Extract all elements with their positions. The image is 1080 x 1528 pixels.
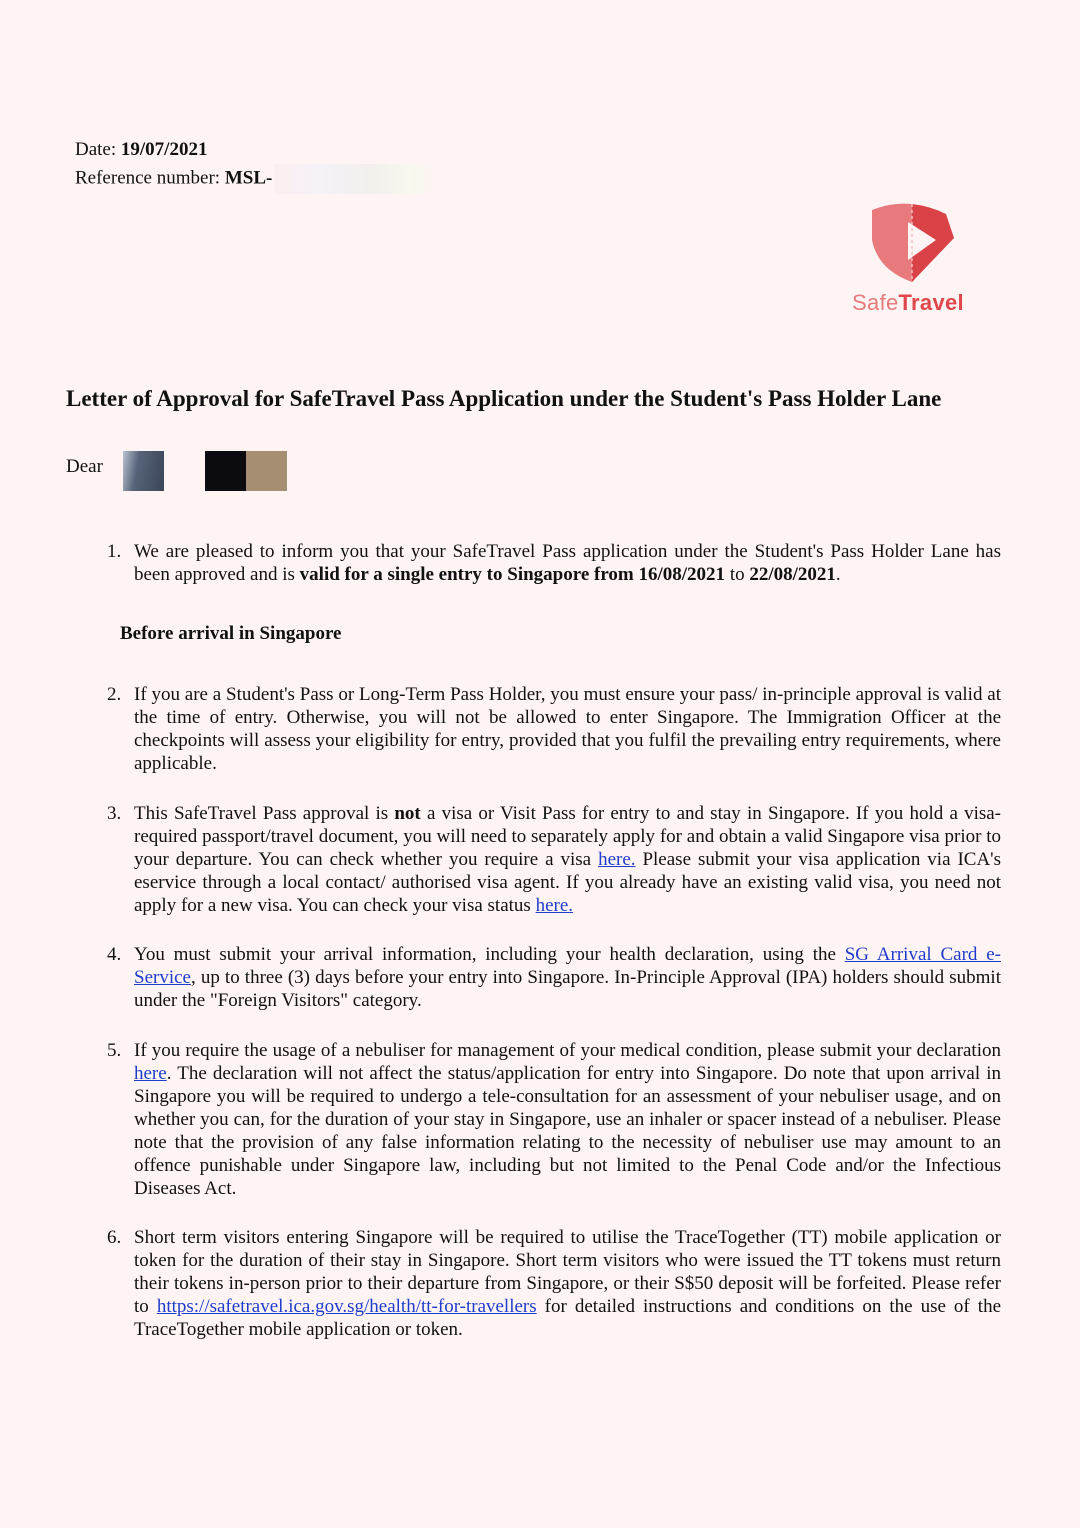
tracetogether-link[interactable]: https://safetravel.ica.gov.sg/health/tt-for-travellers [156,1296,537,1317]
paragraph-4 [107,943,1001,1012]
item-number: 4. [107,944,122,965]
text: If you require the usage of a nebuliser for management of your medical condition, please submit your declaration [134,1040,1001,1061]
redaction-block [246,451,287,491]
paragraph-3 [107,802,1001,917]
redaction-block [123,451,164,491]
text: for detailed instructions and conditions on the use of the TraceTogether mobile application or token. [134,1296,1001,1340]
logo-safe-text: Safe [852,290,899,315]
redaction-block [205,451,246,491]
paragraph-1 [107,540,1001,586]
logo-wordmark [848,290,968,316]
nebuliser-declaration-link[interactable]: here [134,1063,167,1084]
item-number: 5. [107,1040,122,1061]
text: You must submit your arrival information, including your health declaration, using the [134,944,845,965]
paragraph-2 [107,683,1001,775]
text: . [835,564,841,585]
safetravel-shield-icon [848,200,968,290]
redaction-block [274,164,434,194]
text: We are pleased to inform you that your SafeTravel Pass application under the Student's Pass Holder Lane has been approved and is [134,541,1001,585]
validity-text: valid for a single entry to Singapore from 16/08/2021 [299,564,726,585]
reference-label: Reference number: [75,167,221,189]
text: This SafeTravel Pass approval is [134,803,395,824]
section-heading: Before arrival in Singapore [120,623,342,644]
safetravel-logo [848,200,968,320]
text: , up to three (3) days before your entry into Singapore. In-Principle Approval (IPA) holders should submit under the "Foreign Visitors" category. [134,967,1001,1011]
salutation: Dear [66,456,103,477]
item-number: 3. [107,803,122,824]
paragraph-5 [107,1039,1001,1200]
visa-status-link[interactable]: here. [535,895,574,916]
sg-arrival-card-link[interactable]: SG Arrival Card e-Service [134,944,1001,988]
letter-meta [75,136,434,194]
logo-travel-text: Travel [898,290,964,315]
text: to [725,564,750,585]
letter-title: Letter of Approval for SafeTravel Pass Application under the Student's Pass Holder Lane [66,386,942,411]
visa-check-link[interactable]: here. [598,849,636,870]
text: a visa or Visit Pass for entry to and stay in Singapore. If you hold a visa-required passport/travel document, you will need to separately apply for and obtain a valid Singapore visa prior to your departure. You can check whether you require a visa [134,803,1001,870]
text: . The declaration will not affect the status/application for entry into Singapore. Do note that upon arrival in Singapore you will be required to undergo a tele-consultation for an assessment of your nebuliser usage, and on whether you can, for the duration of your stay in Singapore, use an inhaler or spacer instead of a nebuliser. Please note that the provision of any false information relating to the necessity of nebuliser use may amount to an offence punishable under Singapore law, including but not limited to the Penal Code and/or the Infectious Diseases Act. [134,1063,1001,1199]
text: Short term visitors entering Singapore will be required to utilise the TraceTogether (TT) mobile application or token for the duration of their stay in Singapore. Short term visitors who were issued the TT tokens must return their tokens in-person prior to their departure from Singapore, or their S$50 deposit will be forfeited. Please refer to [134,1227,1001,1317]
item-number: 1. [107,541,122,562]
item-number: 6. [107,1227,122,1248]
reference-value: MSL- [224,167,273,189]
reference-line [75,164,434,194]
paragraph-6 [107,1226,1001,1341]
paragraph-text: If you are a Student's Pass or Long-Term Pass Holder, you must ensure your pass/ in-principle approval is valid at the time of entry. Otherwise, you will not be allowed to enter Singapore. The Immigration Officer at the checkpoints will assess your eligibility for entry, provided that you fulfil the prevailing entry requirements, where applicable. [134,684,1001,774]
text: Please submit your visa application via ICA's eservice through a local contact/ authorised visa agent. If you already have an existing valid visa, you need not apply for a new visa. You can check your visa status [134,849,1001,916]
emphasis-not: not [394,803,421,824]
item-number: 2. [107,684,122,705]
date-value: 19/07/2021 [120,139,208,160]
validity-end-date: 22/08/2021 [749,564,836,585]
date-line [75,136,434,164]
date-label: Date: [75,139,117,160]
